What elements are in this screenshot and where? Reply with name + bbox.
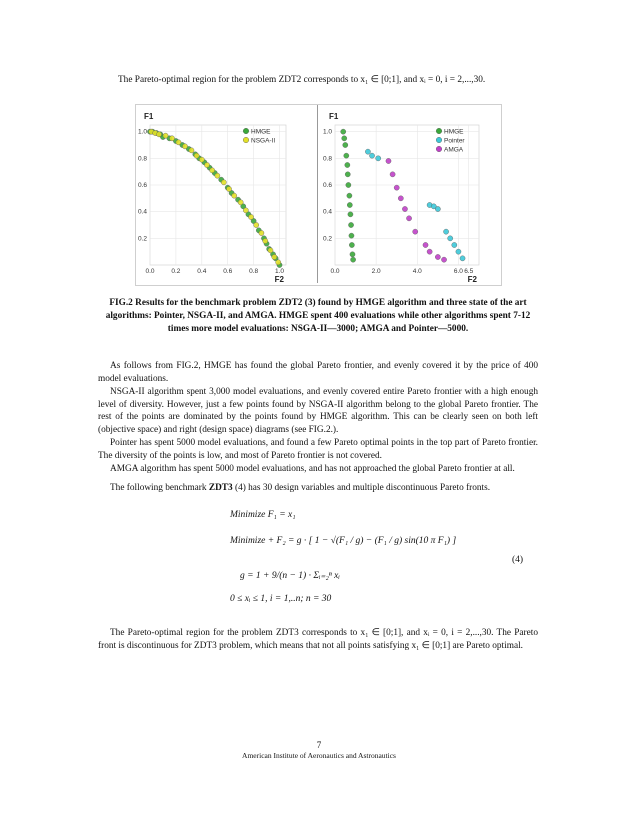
figure-frame <box>135 104 502 286</box>
y-tick-label: 0.4 <box>137 208 147 216</box>
data-point <box>182 144 187 149</box>
x-tick-label: 6.5 <box>464 268 474 275</box>
paragraph-4: AMGA algorithm has spent 5000 model evaluations, and has not approached the global Pareto frontier at all. <box>110 464 515 474</box>
zdt3-intro-rest: (4) has 30 design variables and multiple discontinuous Pareto fronts. <box>232 483 491 493</box>
legend-marker <box>243 128 249 134</box>
y-tick-label: 0.8 <box>322 155 332 163</box>
data-point <box>268 248 273 253</box>
legend-label: Pointer <box>444 137 465 145</box>
y-tick-label: 0.8 <box>137 155 147 163</box>
data-point <box>390 172 395 177</box>
data-point <box>349 233 354 238</box>
intro-line: The Pareto-optimal region for the problem ZDT2 corresponds to x₁ ∈ [0;1], and xᵢ = 0, i = 2,...,30. <box>118 75 486 85</box>
equation-line-1: Minimize F₁ = x₁ <box>230 510 296 520</box>
data-point <box>386 158 391 163</box>
data-point <box>427 249 432 254</box>
data-point <box>460 256 465 261</box>
data-point <box>169 136 174 141</box>
x-tick-label: 1.0 <box>275 268 285 275</box>
data-point <box>369 153 374 158</box>
data-point <box>272 254 277 259</box>
zdt3-label: ZDT3 <box>208 483 233 493</box>
data-point <box>347 193 352 198</box>
equation-number: (4) <box>512 555 524 565</box>
data-point <box>210 168 215 173</box>
data-point <box>435 254 440 259</box>
data-point <box>215 173 220 178</box>
data-point <box>348 222 353 227</box>
data-point <box>243 208 248 213</box>
data-point <box>398 196 403 201</box>
data-point <box>259 230 264 235</box>
legend-label: AMGA <box>444 146 464 154</box>
data-point <box>347 202 352 207</box>
data-point <box>345 162 350 167</box>
legend-marker <box>436 146 442 152</box>
x-axis-label: F2 <box>274 275 284 283</box>
data-point <box>351 257 356 262</box>
paragraph-5: The Pareto-optimal region for the problem ZDT3 corresponds to x₁ ∈ [0;1], and xᵢ = 0, i = 2,...,30. The Pareto front is discontinuous for ZDT3 problem, which means that not all points satisfying x₁ ∈ [0;1] are Pareto optimal. <box>98 628 538 651</box>
y-tick-label: 0.2 <box>137 235 147 243</box>
chart-right <box>319 105 501 283</box>
data-point <box>456 249 461 254</box>
legend-label: HMGE <box>444 128 464 136</box>
data-point <box>276 260 281 265</box>
zdt3-intro-text: The following benchmark <box>110 483 209 493</box>
equation-block <box>230 510 530 606</box>
data-point <box>342 136 347 141</box>
data-point <box>406 216 411 221</box>
data-point <box>189 148 194 153</box>
data-point <box>163 133 168 138</box>
chart-left <box>136 105 316 283</box>
data-point <box>248 214 253 219</box>
data-point <box>156 132 161 137</box>
data-point <box>394 185 399 190</box>
x-tick-label: 6.0 <box>453 268 463 275</box>
data-point <box>263 238 268 243</box>
data-point <box>199 157 204 162</box>
paragraph-3: Pointer has spent 5000 model evaluations, and found a few Pareto optimal points in the top part of Pareto frontier. The diversity of the points is low, and most of Pareto frontier is not covered. <box>98 438 538 461</box>
x-tick-label: 4.0 <box>412 268 422 275</box>
data-point <box>341 129 346 134</box>
data-point <box>448 236 453 241</box>
data-point <box>221 180 226 185</box>
data-point <box>413 229 418 234</box>
y-tick-label: 0.6 <box>137 182 147 189</box>
data-point <box>348 212 353 217</box>
data-point <box>204 162 209 167</box>
data-point <box>402 206 407 211</box>
x-axis-label: F2 <box>467 275 477 283</box>
figure-divider <box>317 105 318 283</box>
legend-marker <box>243 137 249 143</box>
y-tick-label: 0.2 <box>322 235 332 243</box>
data-point <box>254 222 259 227</box>
data-point <box>346 182 351 187</box>
paragraph-2: NSGA-II algorithm spent 3,000 model evaluations, and evenly covered entire Pareto frontier with a high enough level of diversity. However, just a few points found by NSGA-II algorithm belong to the global Pareto frontier. The rest of the points are dominated by the points found by HMGE algorithm. This can be clearly seen on both left (objective space) and right (design space) diagrams (see FIG.2.). <box>98 387 538 435</box>
x-tick-label: 0.2 <box>171 268 181 275</box>
data-point <box>443 229 448 234</box>
data-point <box>194 153 199 158</box>
x-tick-label: 0.4 <box>197 268 207 275</box>
y-tick-label: 0.6 <box>322 182 332 189</box>
paragraph-1: As follows from FIG.2, HMGE has found the global Pareto frontier, and evenly covered it by the price of 400 model evaluations. <box>98 361 538 384</box>
y-tick-label: 1.0 <box>322 128 332 136</box>
legend-marker <box>436 137 442 143</box>
data-point <box>343 142 348 147</box>
data-point <box>423 242 428 247</box>
data-point <box>345 172 350 177</box>
figure-caption: FIG.2 Results for the benchmark problem ZDT2 (3) found by HMGE algorithm and three state of the art algorithms: Pointer, NSGA-II, and AMGA. HMGE spent 400 evaluations while other algorithms spent 7-12 times more model evaluations: NSGA-II—3000; AMGA and Pointer—5000. <box>105 298 531 334</box>
page-number: 7 <box>316 740 322 750</box>
data-point <box>238 200 243 205</box>
data-point <box>344 153 349 158</box>
equation-line-3: g = 1 + 9/(n − 1) · Σᵢ₌₂ⁿ xᵢ <box>240 571 340 581</box>
equation-line-2: Minimize + F₂ = g · [ 1 − √(F₁ / g) − (F₁ / g) sin(10 π F₁) ] <box>230 536 457 546</box>
y-axis-label: F1 <box>144 112 154 121</box>
data-point <box>232 193 237 198</box>
legend-label: HMGE <box>251 128 271 136</box>
x-tick-label: 0.0 <box>330 268 340 275</box>
data-point <box>435 206 440 211</box>
x-tick-label: 0.6 <box>223 268 233 275</box>
zdt3-intro <box>98 482 538 495</box>
data-point <box>376 156 381 161</box>
x-tick-label: 0.8 <box>249 268 259 275</box>
y-tick-label: 1.0 <box>137 128 147 136</box>
x-tick-label: 2.0 <box>371 268 381 275</box>
data-point <box>350 252 355 257</box>
x-tick-label: 0.0 <box>145 268 155 275</box>
legend-marker <box>436 128 442 134</box>
data-point <box>176 140 181 145</box>
y-tick-label: 0.4 <box>322 208 332 216</box>
data-point <box>365 149 370 154</box>
data-point <box>349 242 354 247</box>
y-axis-label: F1 <box>329 112 339 121</box>
data-point <box>452 242 457 247</box>
data-point <box>226 186 231 191</box>
footer-institution: American Institute of Aeronautics and Astronautics <box>242 751 396 760</box>
equation-line-4: 0 ≤ xᵢ ≤ 1, i = 1,..n; n = 30 <box>230 594 332 604</box>
legend-label: NSGA-II <box>251 137 276 145</box>
data-point <box>441 257 446 262</box>
